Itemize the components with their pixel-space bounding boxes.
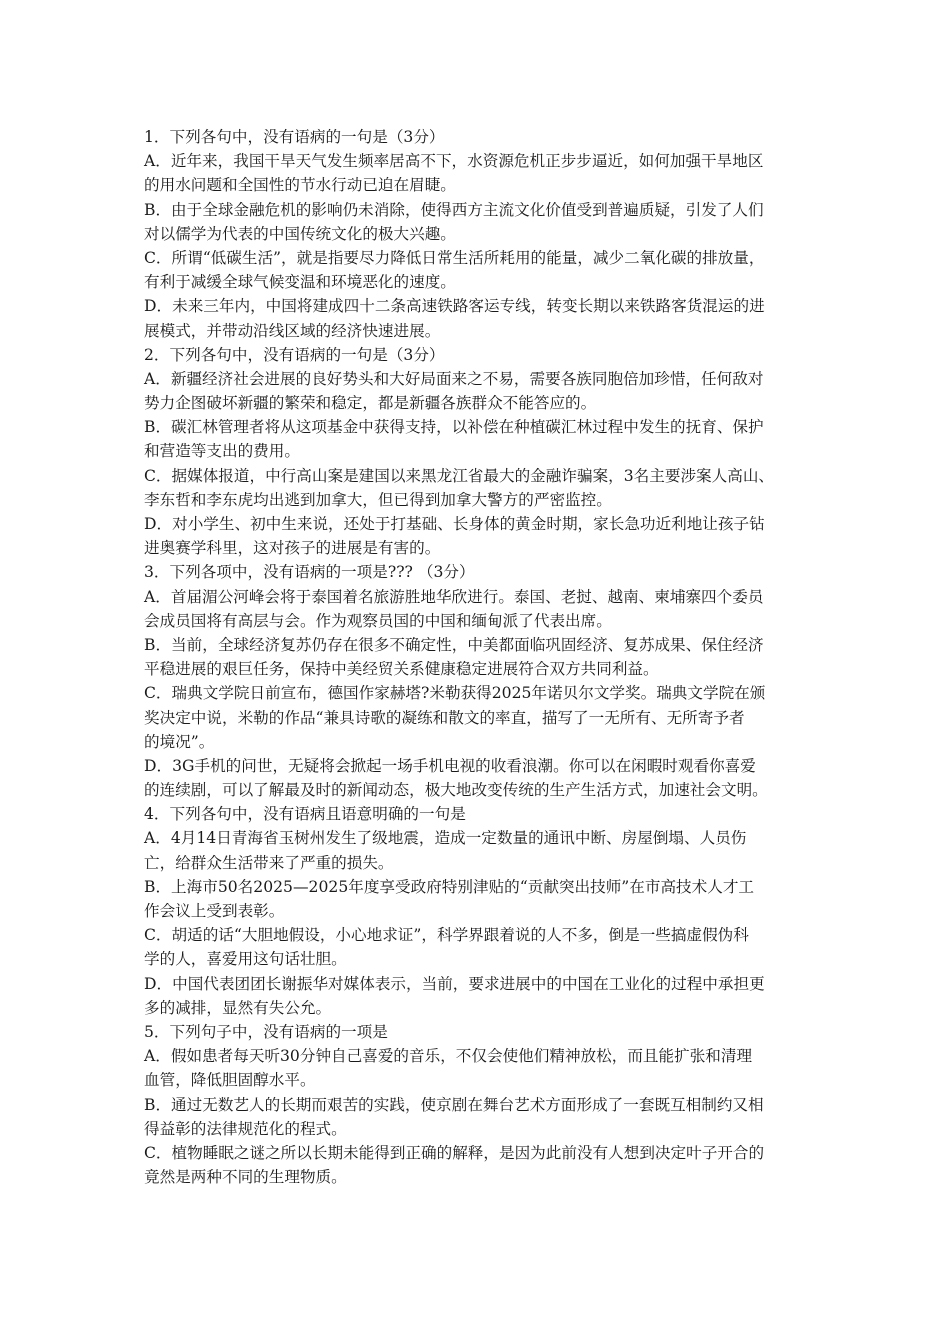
option-text-line: A．新疆经济社会进展的良好势头和大好局面来之不易，需要各族同胞倍加珍惜，任何敌对 bbox=[144, 369, 764, 388]
option-text-line: A．假如患者每天听30分钟自己喜爱的音乐，不仅会使他们精神放松，而且能扩张和清理 bbox=[144, 1047, 753, 1066]
answer-option bbox=[144, 198, 824, 246]
option-text-line: 有利于减缓全球气候变温和环境恶化的速度。 bbox=[144, 273, 456, 292]
option-text-line: 李东哲和李东虎均出逃到加拿大，但已得到加拿大警方的严密监控。 bbox=[144, 490, 612, 509]
option-text-line: D．对小学生、初中生来说，还处于打基础、长身体的黄金时期，家长急功近利地让孩子钻 bbox=[144, 515, 765, 533]
option-text-line: 竟然是两种不同的生理物质。 bbox=[144, 1168, 347, 1187]
option-text-line: 奖决定中说，米勒的作品“兼具诗歌的凝练和散文的率直，描写了一无所有、无所寄予者 bbox=[144, 708, 745, 727]
question-stem: 1．下列各句中，没有语病的一句是（3分） bbox=[144, 128, 445, 146]
option-text-line: A．近年来，我国干旱天气发生频率居高不下，水资源危机正步步逼近，如何加强干旱地区 bbox=[144, 152, 764, 171]
option-text-line: 作会议上受到表彰。 bbox=[144, 902, 285, 920]
option-text-line: 得益彰的法律规范化的程式。 bbox=[144, 1119, 347, 1138]
option-text-line: B．由于全球金融危机的影响仍未消除，使得西方主流文化价值受到普遍质疑，引发了人们 bbox=[144, 200, 764, 219]
option-text-line: 的境况”。 bbox=[144, 732, 215, 751]
option-text-line: A．首届湄公河峰会将于泰国着名旅游胜地华欣进行。泰国、老挝、越南、柬埔寨四个委员 bbox=[144, 587, 764, 606]
option-text-line: 多的减排，显然有失公允。 bbox=[144, 998, 332, 1017]
question-stem: 3．下列各项中，没有语病的一项是??? （3分） bbox=[144, 563, 475, 582]
answer-option bbox=[144, 754, 824, 802]
option-text-line: 对以儒学为代表的中国传统文化的极大兴趣。 bbox=[144, 224, 456, 243]
option-text-line: 展模式，并带动沿线区域的经济快速进展。 bbox=[144, 321, 441, 340]
answer-option bbox=[144, 923, 824, 971]
answer-option bbox=[144, 681, 824, 754]
answer-option bbox=[144, 415, 824, 463]
answer-option bbox=[144, 512, 824, 560]
answer-option bbox=[144, 294, 824, 342]
option-text-line: C．所谓“低碳生活”，就是指要尽力降低日常生活所耗用的能量，减少二氧化碳的排放量， bbox=[144, 248, 765, 267]
answer-option bbox=[144, 1141, 824, 1189]
answer-option bbox=[144, 972, 824, 1020]
option-text-line: B．通过无数艺人的长期而艰苦的实践，使京剧在舞台艺术方面形成了一套既互相制约又相 bbox=[144, 1095, 764, 1114]
option-text-line: C．瑞典文学院日前宣布，德国作家赫塔?米勒获得2025年诺贝尔文学奖。瑞典文学院在颁 bbox=[144, 684, 766, 703]
question-stem: 4．下列各句中，没有语病且语意明确的一句是 bbox=[144, 805, 466, 824]
answer-option bbox=[144, 826, 824, 874]
option-text-line: D．3G手机的问世，无疑将会掀起一场手机电视的收看浪潮。你可以在闲暇时观看你喜爱 bbox=[144, 756, 756, 775]
option-text-line: C．胡适的话“大胆地假设，小心地求证”，科学界跟着说的人不多，倒是一些搞虚假伪科 bbox=[144, 926, 749, 945]
option-text-line: 进奥赛学科里，这对孩子的进展是有害的。 bbox=[144, 539, 441, 558]
option-text-line: A．4月14日青海省玉树州发生了级地震，造成一定数量的通讯中断、房屋倒塌、人员伤 bbox=[144, 829, 747, 848]
answer-option bbox=[144, 585, 824, 633]
option-text-line: 和营造等支出的费用。 bbox=[144, 442, 300, 461]
answer-option bbox=[144, 149, 824, 197]
answer-option bbox=[144, 633, 824, 681]
option-text-line: D．中国代表团团长谢振华对媒体表示，当前，要求进展中的中国在工业化的过程中承担更 bbox=[144, 974, 765, 993]
option-text-line: 的连续剧，可以了解最及时的新闻动态，极大地改变传统的生产生活方式，加速社会文明。 bbox=[144, 781, 768, 800]
option-text-line: 会成员国将有高层与会。作为观察员国的中国和缅甸派了代表出席。 bbox=[144, 611, 612, 630]
question-stem: 5．下列句子中，没有语病的一项是 bbox=[144, 1022, 388, 1041]
option-text-line: B．上海市50名2025—2025年度享受政府特别津贴的“贡献突出技师”在市高技术人才工 bbox=[144, 877, 755, 896]
answer-option bbox=[144, 1044, 824, 1092]
option-text-line: C．据媒体报道，中行高山案是建国以来黑龙江省最大的金融诈骗案，3名主要涉案人高山、 bbox=[144, 466, 775, 485]
option-text-line: 血管，降低胆固醇水平。 bbox=[144, 1071, 316, 1090]
question-stem: 2．下列各句中，没有语病的一句是（3分） bbox=[144, 345, 445, 364]
option-text-line: B．碳汇林管理者将从这项基金中获得支持，以补偿在种植碳汇林过程中发生的抚育、保护 bbox=[144, 418, 764, 437]
answer-option bbox=[144, 367, 824, 415]
answer-option bbox=[144, 246, 824, 294]
answer-option bbox=[144, 464, 824, 512]
option-text-line: 势力企图破坏新疆的繁荣和稳定，都是新疆各族群众不能答应的。 bbox=[144, 394, 597, 413]
option-text-line: B．当前，全球经济复苏仍存在很多不确定性，中美都面临巩固经济、复苏成果、保住经济 bbox=[144, 635, 764, 654]
option-text-line: C．植物睡眠之谜之所以长期未能得到正确的解释，是因为此前没有人想到决定叶子开合的 bbox=[144, 1143, 765, 1162]
option-text-line: 的用水问题和全国性的节水行动已迫在眉睫。 bbox=[144, 176, 456, 195]
option-text-line: D．未来三年内，中国将建成四十二条高速铁路客运专线，转变长期以来铁路客货混运的进 bbox=[144, 297, 765, 316]
answer-option bbox=[144, 1093, 824, 1141]
option-text-line: 平稳进展的艰巨任务，保持中美经贸关系健康稳定进展符合双方共同利益。 bbox=[144, 660, 659, 679]
answer-option bbox=[144, 875, 824, 923]
option-text-line: 学的人，喜爱用这句话壮胆。 bbox=[144, 950, 347, 969]
option-text-line: 亡，给群众生活带来了严重的损失。 bbox=[144, 853, 394, 872]
document-body bbox=[144, 125, 824, 1189]
